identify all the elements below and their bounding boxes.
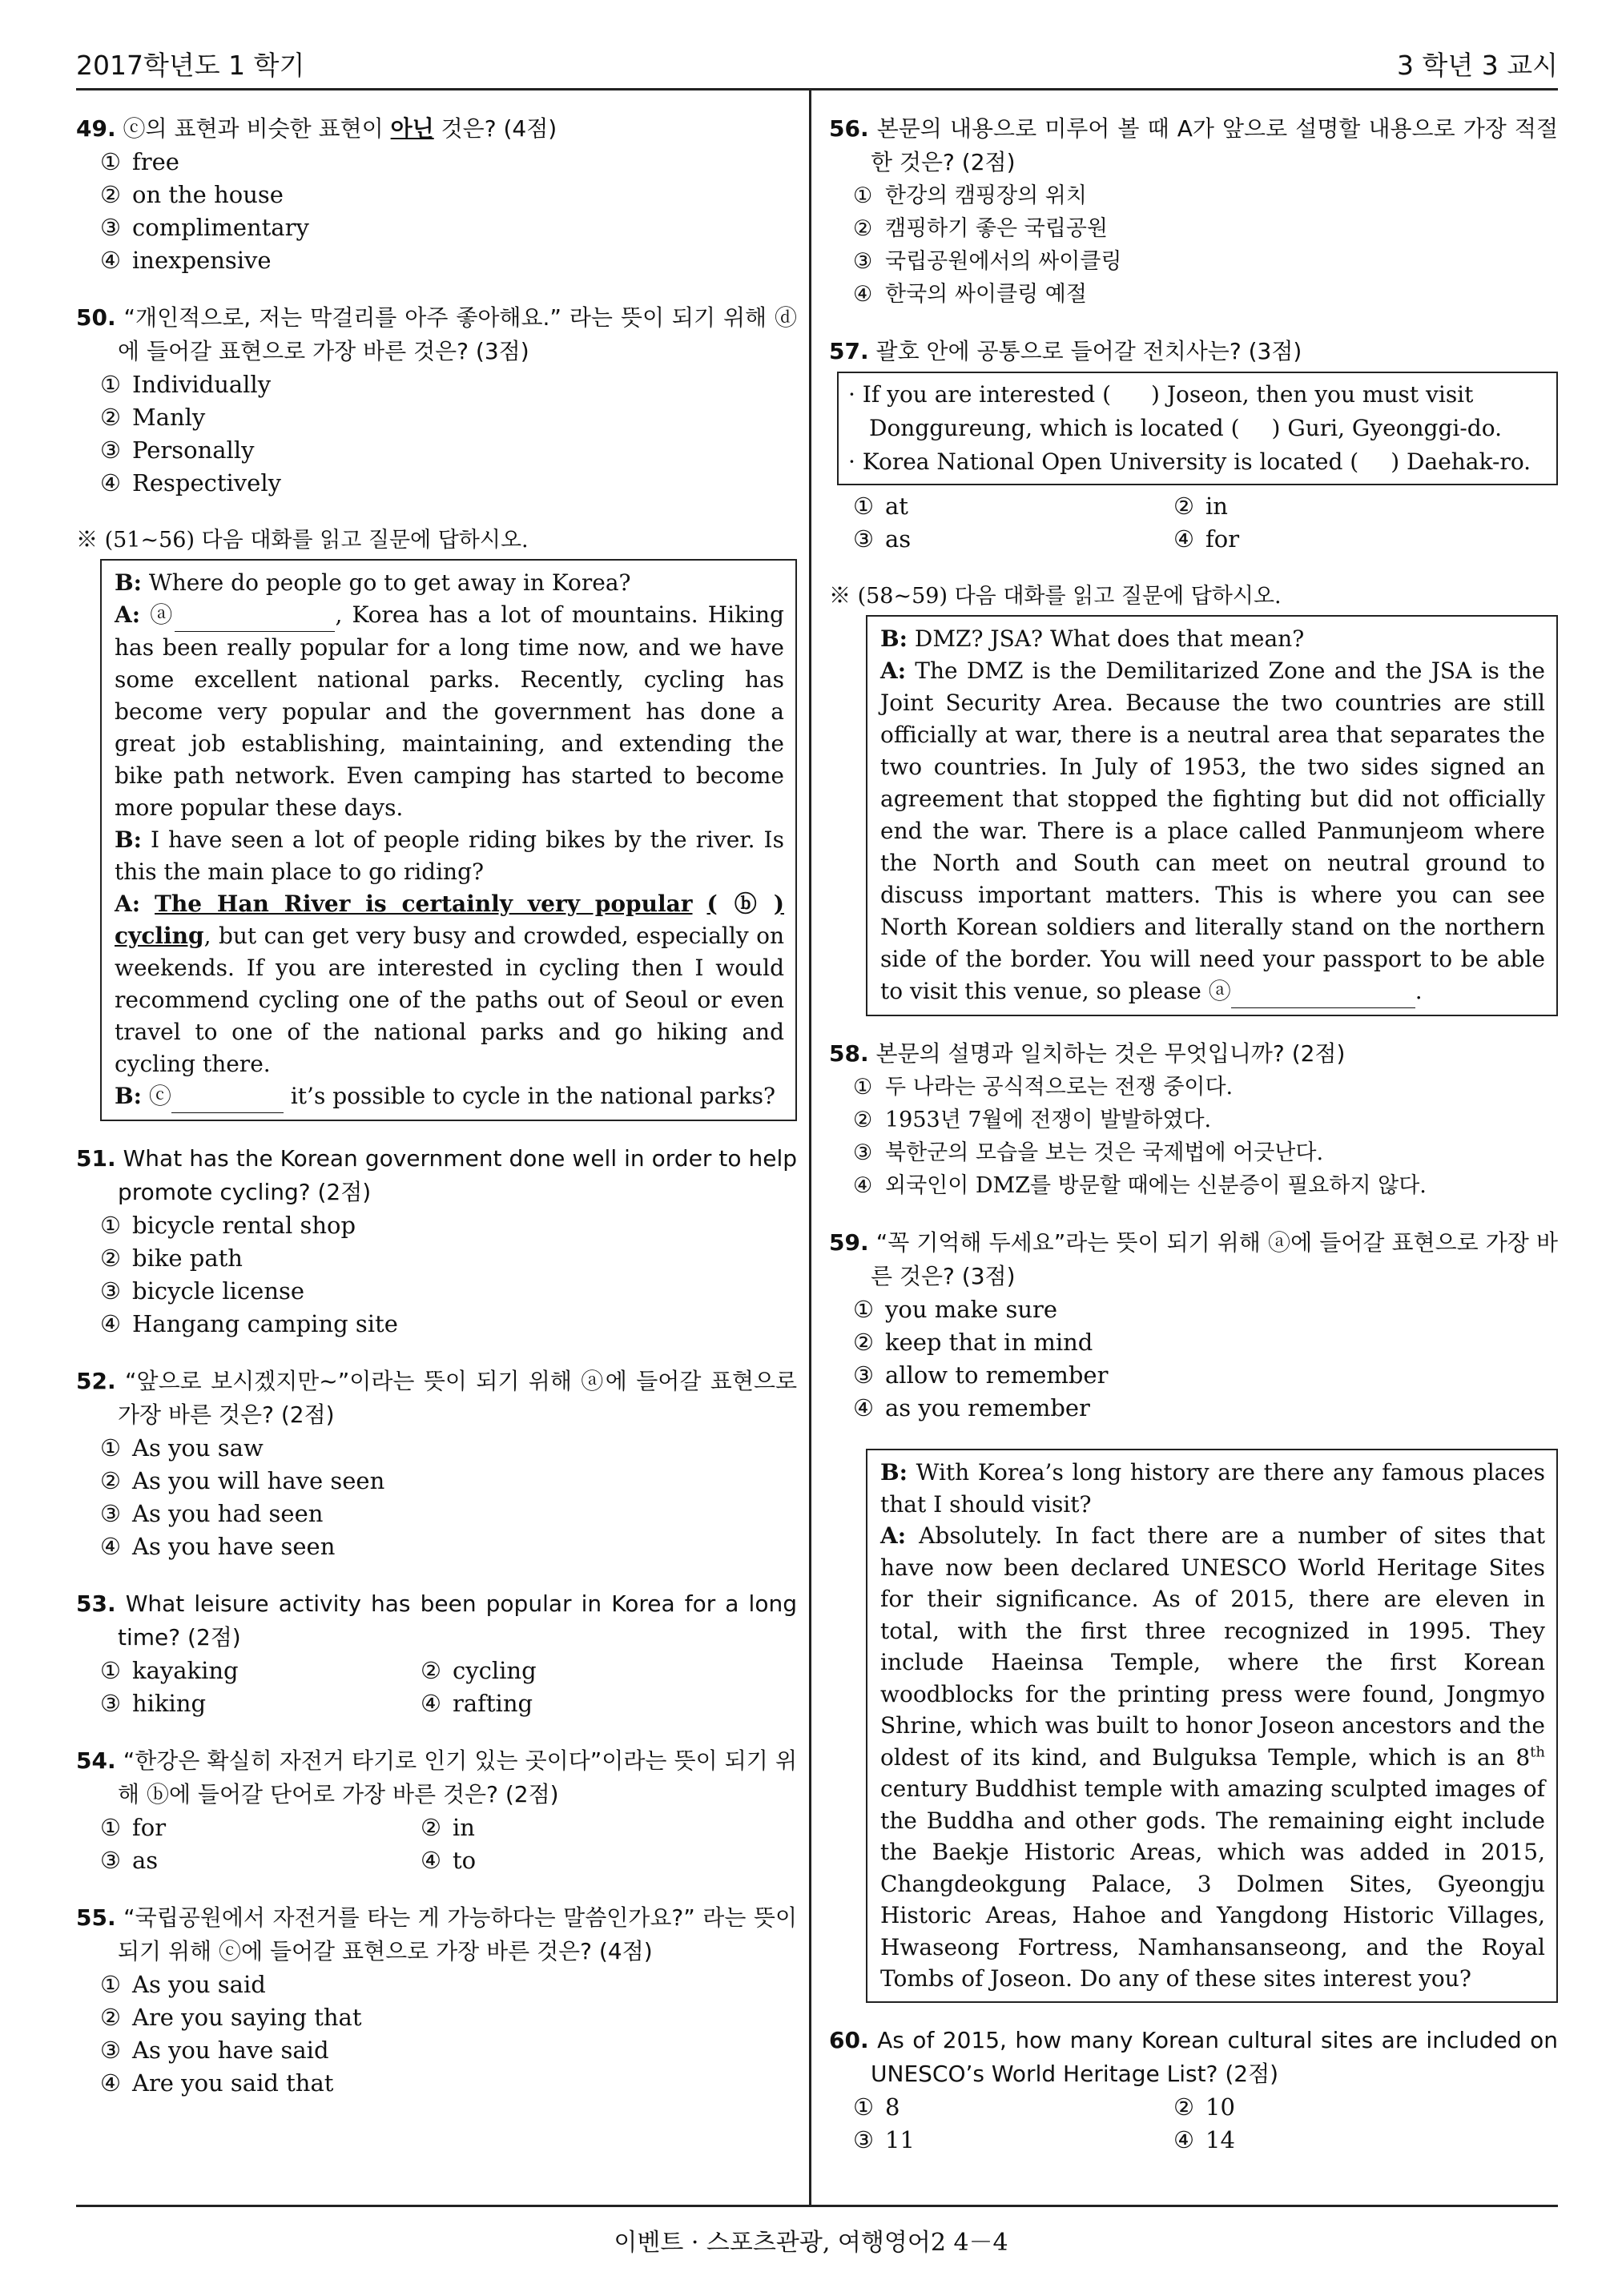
option-list [829,1071,1558,1202]
question-58 [829,1037,1558,1202]
option-4[interactable]: ④ inexpensive [100,247,272,274]
blank-a [175,599,335,632]
option-1[interactable]: ① for [100,1814,167,1841]
section-instruction-51-56: ※ (51~56) 다음 대화를 읽고 질문에 답하시오. [76,528,529,553]
question-stem: 53. What leisure activity has been popular in Korea for a long time? (2점) [76,1590,797,1651]
question-57 [829,335,1558,556]
header-grade-period: 3 학년 3 교시 [1397,50,1558,81]
option-1[interactable]: ① at [853,493,908,520]
right-column [829,112,1558,2181]
option-list [829,2091,1558,2157]
question-stem: 57. 괄호 안에 공통으로 들어갈 전치사는? (3점) [829,338,1302,364]
dialog-line: A: The Han River is certainly very popular ( ⓑ ) cycling, but can get very busy and crowded, especially on weekends. If you are interested in cycling then I would recommend cycling one of the paths out of Seoul or even travel to one of the national parks and go hiking and cycling there. [115,888,784,1080]
option-4[interactable]: ④ Hangang camping site [100,1310,398,1337]
option-1[interactable]: ① bicycle rental shop [100,1212,356,1239]
dialog-line: B: With Korea’s long history are there any famous places that I should visit? [880,1459,1545,1518]
blank-b: ⓑ [734,891,757,917]
header-term: 2017학년도 1 학기 [76,50,305,81]
left-column [76,112,797,2124]
header-rule [76,88,1558,90]
option-list [76,146,797,277]
option-2[interactable]: ② keep that in mind [853,1329,1093,1356]
sentence-line: · If you are interested ( ) Joseon, then you must visit Donggureung, which is located ( ) Guri, Gyeonggi-do. [848,381,1502,441]
column-divider [809,90,811,2205]
option-3[interactable]: ③ bicycle license [100,1277,305,1305]
question-number: 53. [76,1590,116,1617]
option-2[interactable]: ② As you will have seen [100,1467,385,1494]
dialog-box-1 [100,559,797,1121]
question-number: 57. [829,338,869,364]
option-list [76,1968,797,2100]
question-number: 54. [76,1747,116,1774]
question-stem: 58. 본문의 설명과 일치하는 것은 무엇입니까? (2점) [829,1040,1346,1067]
section-instruction-58-59: ※ (58~59) 다음 대화를 읽고 질문에 답하시오. [829,584,1282,609]
dialog-line: B: Where do people go to get away in Korea? [115,569,631,596]
question-stem: 56. 본문의 내용으로 미루어 볼 때 A가 앞으로 설명할 내용으로 가장 적절한 것은? (2점) [829,115,1558,175]
sentence-box [837,372,1558,485]
dialog-line: A: ⓐ , Korea has a lot of mountains. Hiking has been really popular for a long time now, and we have some excellent national parks. Recently, cycling has become very popular and the government has done a great job establishing, maintaining, and extending the bike path network. Even camping has started to become more popular these days. [115,599,784,824]
question-stem: 51. What has the Korean government done well in order to help promote cycling? (2점) [76,1145,797,1205]
option-4[interactable]: ④ for [1173,525,1240,553]
question-54 [76,1744,797,1877]
option-2[interactable]: ② cycling [421,1657,537,1684]
option-3[interactable]: ③ complimentary [100,214,309,241]
option-4[interactable]: ④ Are you said that [100,2069,334,2097]
option-3[interactable]: ③ Personally [100,436,255,464]
blank-a [1231,975,1415,1008]
footer-rule [76,2205,1558,2207]
option-1[interactable]: ① 8 [853,2093,900,2121]
dialog-line: A: The DMZ is the Demilitarized Zone and the JSA is the Joint Security Area. Because the two countries are still officially at war, there is a neutral area that separates the two countries. In July of 1953, the two sides signed an agreement that stopped the fighting but did not officially end the war. There is a place called Panmunjeom where the North and South can meet on neutral ground to discuss important matters. This is where you can see North Korean soldiers and literally stand on the northern side of the border. You will need your passport to be able to visit this venue, so please ⓐ . [880,655,1545,1008]
option-2[interactable]: ② 10 [1173,2093,1235,2121]
question-number: 60. [829,2026,869,2053]
option-2[interactable]: ② 캠핑하기 좋은 국립공원 [853,216,1108,241]
page-footer: 이벤트 · 스포츠관광, 여행영어2 4－4 [614,2229,1008,2257]
dialog-line: B: DMZ? JSA? What does that mean? [880,625,1305,652]
page-header [76,45,1558,88]
option-1[interactable]: ① kayaking [100,1657,239,1684]
option-list [829,179,1558,311]
option-1[interactable]: ① free [100,148,179,175]
option-1[interactable]: ① 두 나라는 공식적으로는 전쟁 중이다. [853,1075,1234,1100]
question-stem: 60. As of 2015, how many Korean cultural sites are included on UNESCO’s World Heritage List? (2점) [829,2026,1558,2087]
question-number: 50. [76,304,116,331]
option-2[interactable]: ② Manly [100,404,206,431]
option-4[interactable]: ④ as you remember [853,1394,1090,1421]
option-3[interactable]: ③ allow to remember [853,1361,1109,1389]
question-number: 51. [76,1145,116,1172]
option-3[interactable]: ③ As you have said [100,2037,329,2064]
dialog-line: A: Absolutely. In fact there are a number of sites that have now been declared UNESCO World Heritage Sites for their significance. As of 2015, there are eleven in total, with the first three recognized in 1995. They include Haeinsa Temple, where the first Korean woodblocks for the printing press were found, Jongmyo Shrine, which was built to honor Joseon ancestors and the oldest of its kind, and Bulguksa Temple, which is an 8th century Buddhist temple with amazing sculpted images of the Buddha and other gods. The remaining eight include the Baekje Historic Areas, which was added in 2015, Changdeokgung Palace, 3 Dolmen Sites, Gyeongju Historic Areas, Hahoe and Yangdong Historic Villages, Hwaseong Fortress, Namhansanseong, and the Royal Tombs of Joseon. Do any of these sites interest you? [880,1522,1545,1992]
option-4[interactable]: ④ As you have seen [100,1533,336,1560]
option-1[interactable]: ① 한강의 캠핑장의 위치 [853,183,1087,208]
question-55 [76,1901,797,2100]
option-4[interactable]: ④ Respectively [100,469,281,497]
dialog-box-3 [866,1449,1558,2003]
question-stem: 49. ⓒ의 표현과 비슷한 표현이 아닌 것은? (4점) [76,115,557,142]
option-list [76,1432,797,1563]
option-2[interactable]: ② bike path [100,1245,243,1272]
option-3[interactable]: ③ hiking [100,1690,207,1717]
option-3[interactable]: ③ As you had seen [100,1500,324,1527]
option-1[interactable]: ① As you said [100,1971,266,1998]
blank-c [171,1080,284,1113]
option-3[interactable]: ③ 국립공원에서의 싸이클링 [853,249,1122,274]
option-list [76,368,797,500]
question-59 [829,1226,1558,1425]
option-4[interactable]: ④ 한국의 싸이클링 예절 [853,282,1087,307]
option-3[interactable]: ③ as [100,1847,159,1874]
option-3[interactable]: ③ as [853,525,912,553]
option-3[interactable]: ③ 11 [853,2125,915,2153]
question-number: 49. [76,115,116,142]
question-number: 56. [829,115,869,142]
question-56 [829,112,1558,311]
question-52 [76,1365,797,1563]
sentence-line: · Korea National Open University is located ( ) Daehak-ro. [848,448,1531,475]
option-list [76,1811,797,1877]
question-number: 58. [829,1040,869,1067]
option-3[interactable]: ③ 북한군의 모습을 보는 것은 국제법에 어긋난다. [853,1140,1324,1165]
question-53 [76,1587,797,1720]
question-60 [829,2024,1558,2157]
question-stem: 55. “국립공원에서 자전거를 타는 게 가능하다는 말씀인가요?” 라는 뜻이 되기 위해 ⓒ에 들어갈 표현으로 가장 바른 것은? (4점) [76,1904,797,1964]
option-list [829,1293,1558,1425]
question-50 [76,301,797,500]
option-2[interactable]: ② in [1173,493,1228,520]
question-51 [76,1142,797,1341]
dialog-line: B: ⓒ it’s possible to cycle in the national parks? [115,1080,784,1113]
question-number: 59. [829,1229,869,1256]
dialog-line: B: I have seen a lot of people riding bikes by the river. Is this the main place to go riding? [115,826,784,885]
option-2[interactable]: ② on the house [100,181,284,208]
option-1[interactable]: ① As you saw [100,1434,264,1462]
option-2[interactable]: ② 1953년 7월에 전쟁이 발발하였다. [853,1108,1212,1132]
question-number: 55. [76,1904,116,1931]
question-stem: 50. “개인적으로, 저는 막걸리를 아주 좋아해요.” 라는 뜻이 되기 위해 ⓓ에 들어갈 표현으로 가장 바른 것은? (3점) [76,304,797,364]
option-4[interactable]: ④ rafting [421,1690,533,1717]
question-number: 52. [76,1368,116,1394]
option-2[interactable]: ② in [421,1814,475,1841]
option-1[interactable]: ① you make sure [853,1296,1058,1323]
dialog-box-2 [866,615,1558,1016]
option-4[interactable]: ④ 외국인이 DMZ를 방문할 때에는 신분증이 필요하지 않다. [853,1173,1427,1198]
option-1[interactable]: ① Individually [100,371,272,398]
option-4[interactable]: ④ to [421,1847,477,1874]
question-stem: 59. “꼭 기억해 두세요”라는 뜻이 되기 위해 ⓐ에 들어갈 표현으로 가장 바른 것은? (3점) [829,1229,1558,1289]
option-list [76,1209,797,1341]
question-stem: 52. “앞으로 보시겠지만~”이라는 뜻이 되기 위해 ⓐ에 들어갈 표현으로 가장 바른 것은? (2점) [76,1368,797,1428]
question-stem: 54. “한강은 확실히 자전거 타기로 인기 있는 곳이다”이라는 뜻이 되기 위해 ⓑ에 들어갈 단어로 가장 바른 것은? (2점) [76,1747,797,1807]
question-49 [76,112,797,277]
emphasis-word: 아닌 [390,115,434,142]
option-list [829,490,1558,556]
option-4[interactable]: ④ 14 [1173,2125,1235,2153]
option-2[interactable]: ② Are you saying that [100,2004,362,2031]
option-list [76,1655,797,1720]
